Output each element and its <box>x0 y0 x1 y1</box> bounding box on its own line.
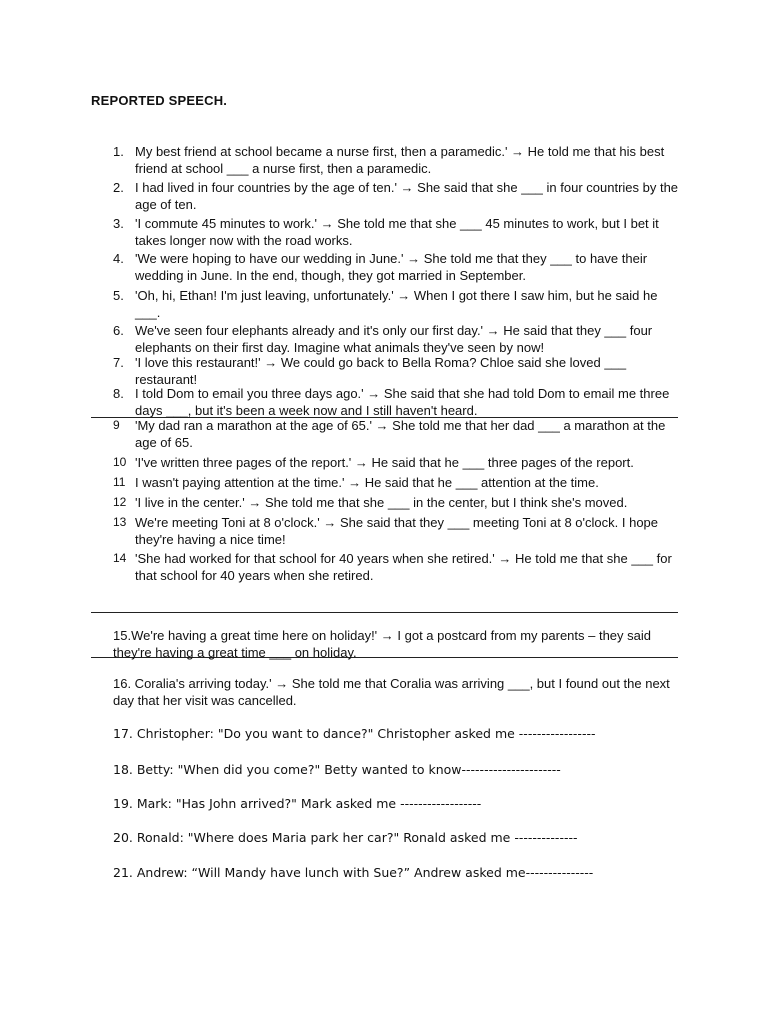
page-title: REPORTED SPEECH. <box>91 93 228 108</box>
item-number: 8. <box>113 386 124 401</box>
item-text: 'I commute 45 minutes to work.' → She told me that she ___ 45 minutes to work, but I bet it takes longer now with the road works. <box>135 216 659 248</box>
question-18: 18. Betty: "When did you come?" Betty wanted to know---------------------- <box>113 762 561 777</box>
item-text: My best friend at school became a nurse first, then a paramedic.' → He told me that his best friend at school ___ a nurse first, then a paramedic. <box>135 144 665 176</box>
item-number: 2. <box>113 180 124 195</box>
question-20: 20. Ronald: "Where does Maria park her car?" Ronald asked me -------------- <box>113 830 578 845</box>
item-text: We're meeting Toni at 8 o'clock.' → She said that they ___ meeting Toni at 8 o'clock. I hope they're having a nice time! <box>135 515 659 547</box>
item-number: 7. <box>113 355 124 370</box>
item-number: 1. <box>113 144 124 159</box>
item-15: 15.We're having a great time here on holiday!' → I got a postcard from my parents – they said they're having a great time ___ on holiday. <box>113 628 652 660</box>
item-number: 10 <box>113 455 127 469</box>
item-number: 12 <box>113 495 127 509</box>
item-text: 'Oh, hi, Ethan! I'm just leaving, unfortunately.' → When I got there I saw him, but he said he ___. <box>135 288 658 320</box>
item-number: 6. <box>113 323 124 338</box>
item-number: 11 <box>113 475 126 489</box>
item-number: 14 <box>113 551 127 565</box>
item-number: 4. <box>113 251 124 266</box>
item-16: 16. Coralia's arriving today.' → She told me that Coralia was arriving ___, but I found out the next day that her visit was cancelled. <box>113 676 670 708</box>
item-text: 'I love this restaurant!' → We could go back to Bella Roma? Chloe said she loved ___ restaurant! <box>135 355 627 387</box>
item-text: 'We were hoping to have our wedding in June.' → She told me that they ___ to have their wedding in June. In the end, though, they got married in September. <box>135 251 648 283</box>
item-text: I wasn't paying attention at the time.' → He said that he ___ attention at the time. <box>135 475 599 490</box>
question-17: 17. Christopher: "Do you want to dance?" Christopher asked me ----------------- <box>113 726 596 741</box>
item-number: 9 <box>113 418 120 432</box>
item-text: 'She had worked for that school for 40 years when she retired.' → He told me that she ___ for that school for 40 years when she retired. <box>135 551 672 583</box>
item-text: We've seen four elephants already and it's only our first day.' → He said that they ___ four elephants on their first day. Imagine what animals they've seen by now! <box>135 323 653 355</box>
item-text: 'I've written three pages of the report.' → He said that he ___ three pages of the report. <box>135 455 634 470</box>
item-number: 5. <box>113 288 124 303</box>
item-text: 'My dad ran a marathon at the age of 65.' → She told me that her dad ___ a marathon at the age of 65. <box>135 418 666 450</box>
divider <box>91 417 678 418</box>
question-19: 19. Mark: "Has John arrived?" Mark asked me ------------------ <box>113 796 482 811</box>
question-21: 21. Andrew: “Will Mandy have lunch with Sue?” Andrew asked me--------------- <box>113 865 594 880</box>
item-text: I told Dom to email you three days ago.' → She said that she had told Dom to email me three days ___, but it's been a week now and I still haven't heard. <box>135 386 670 418</box>
item-number: 3. <box>113 216 124 231</box>
item-text: I had lived in four countries by the age of ten.' → She said that she ___ in four countries by the age of ten. <box>135 180 679 212</box>
item-number: 13 <box>113 515 127 529</box>
item-text: 'I live in the center.' → She told me that she ___ in the center, but I think she's moved. <box>135 495 628 510</box>
divider <box>91 612 678 613</box>
